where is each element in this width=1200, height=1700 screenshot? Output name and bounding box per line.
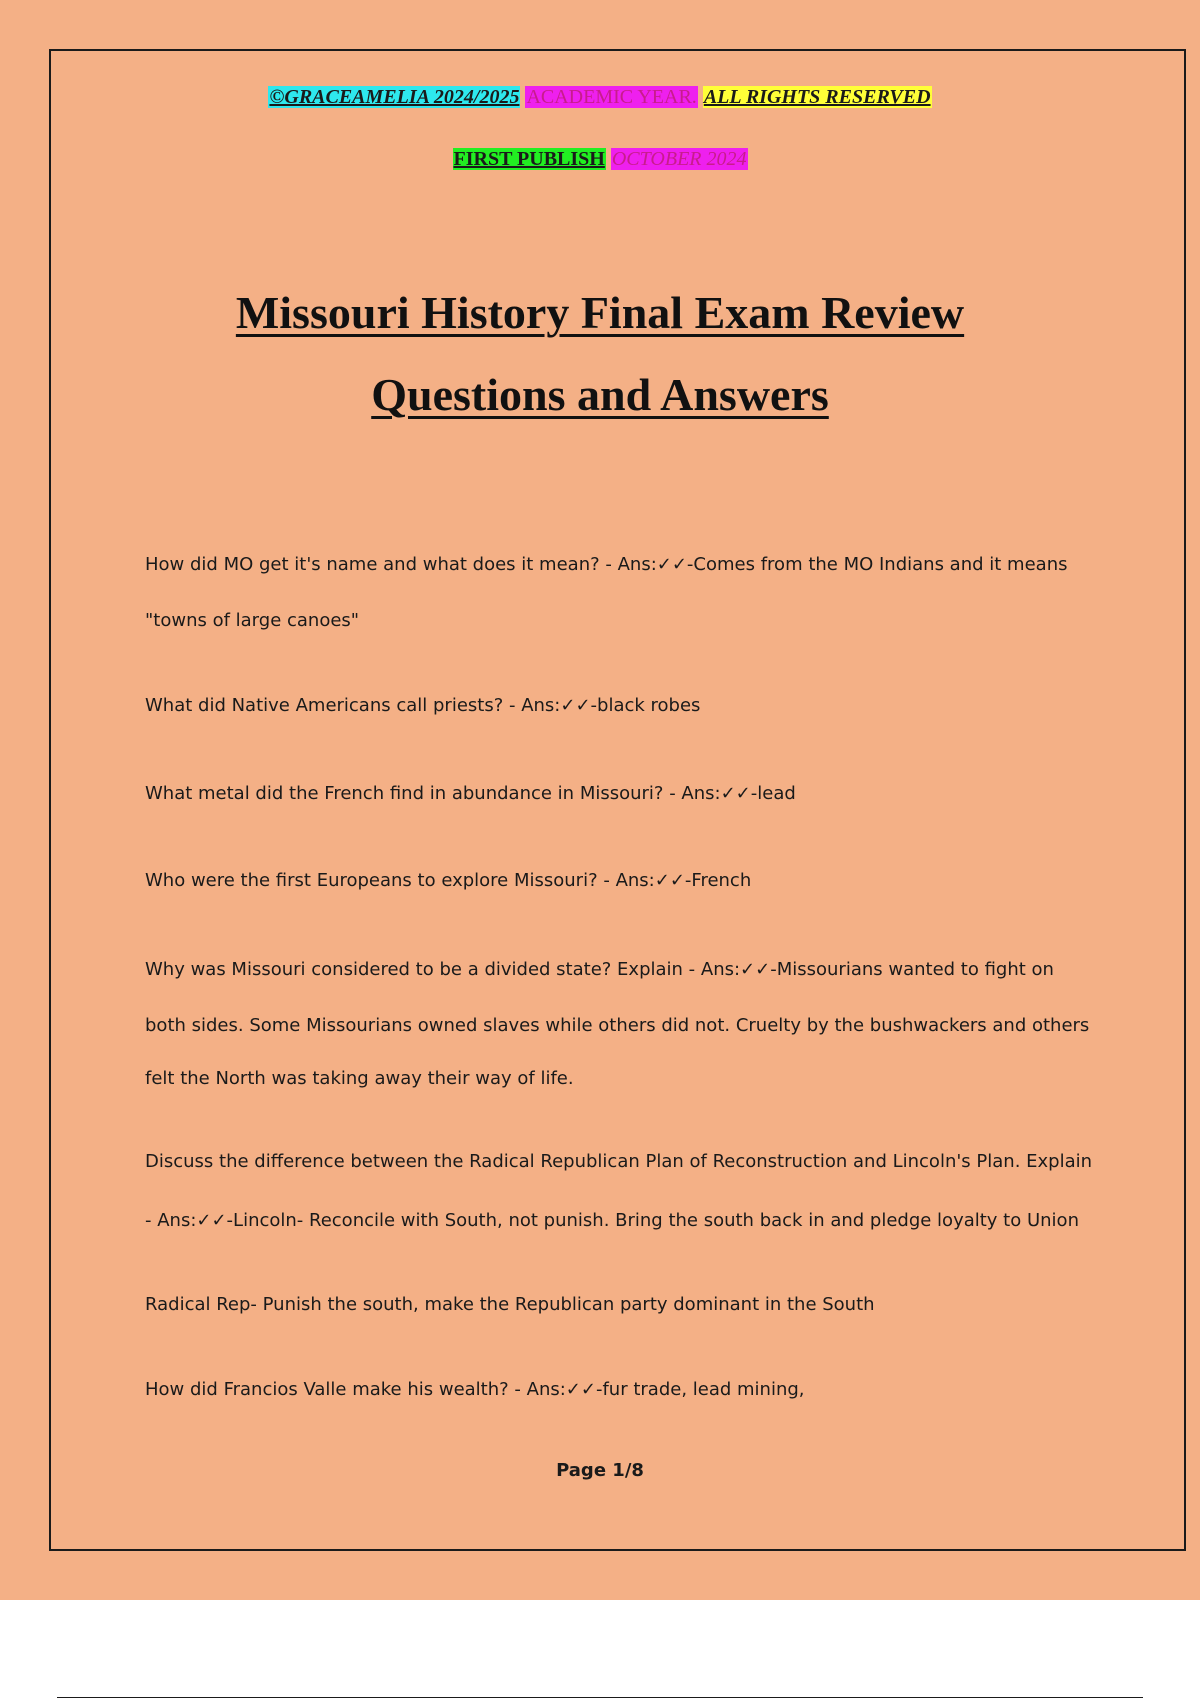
qa-line: How did MO get it's name and what does it mean? - Ans:✓✓-Comes from the MO Indians and it means: [145, 554, 1068, 575]
header-line-publish: [0, 146, 1200, 172]
rights-reserved-text: ALL RIGHTS RESERVED: [703, 86, 931, 108]
publish-date-text: OCTOBER 2024: [611, 148, 747, 170]
qa-line: What did Native Americans call priests? - Ans:✓✓-black robes: [145, 695, 701, 716]
page-title-line-1: Missouri History Final Exam Review: [235, 287, 965, 338]
qa-line: Why was Missouri considered to be a divided state? Explain - Ans:✓✓-Missourians wanted to fight on: [145, 959, 1054, 980]
qa-line: What metal did the French find in abundance in Missouri? - Ans:✓✓-lead: [145, 783, 796, 804]
page-title-line-2: Questions and Answers: [371, 369, 829, 420]
qa-line: Radical Rep- Punish the south, make the Republican party dominant in the South: [145, 1294, 875, 1315]
page-number: Page 1/8: [556, 1460, 644, 1481]
header-line-copyright: [0, 84, 1200, 110]
copyright-text: ©GRACEAMELIA 2024/2025: [269, 86, 520, 108]
qa-line: How did Francios Valle make his wealth? - Ans:✓✓-fur trade, lead mining,: [145, 1379, 805, 1400]
qa-line: Who were the first Europeans to explore Missouri? - Ans:✓✓-French: [145, 870, 752, 891]
qa-line: both sides. Some Missourians owned slaves while others did not. Cruelty by the bushwackers and others: [145, 1015, 1090, 1036]
qa-line: felt the North was taking away their way of life.: [145, 1068, 574, 1089]
qa-line: - Ans:✓✓-Lincoln- Reconcile with South, not punish. Bring the south back in and pledge loyalty to Union: [145, 1210, 1079, 1231]
next-page-top-rule: [57, 1697, 1143, 1698]
qa-line: "towns of large canoes": [145, 610, 360, 631]
qa-line: Discuss the difference between the Radical Republican Plan of Reconstruction and Lincoln's Plan. Explain: [145, 1151, 1093, 1172]
academic-year-text: ACADEMIC YEAR.: [526, 86, 697, 108]
first-publish-text: FIRST PUBLISH: [453, 148, 605, 170]
